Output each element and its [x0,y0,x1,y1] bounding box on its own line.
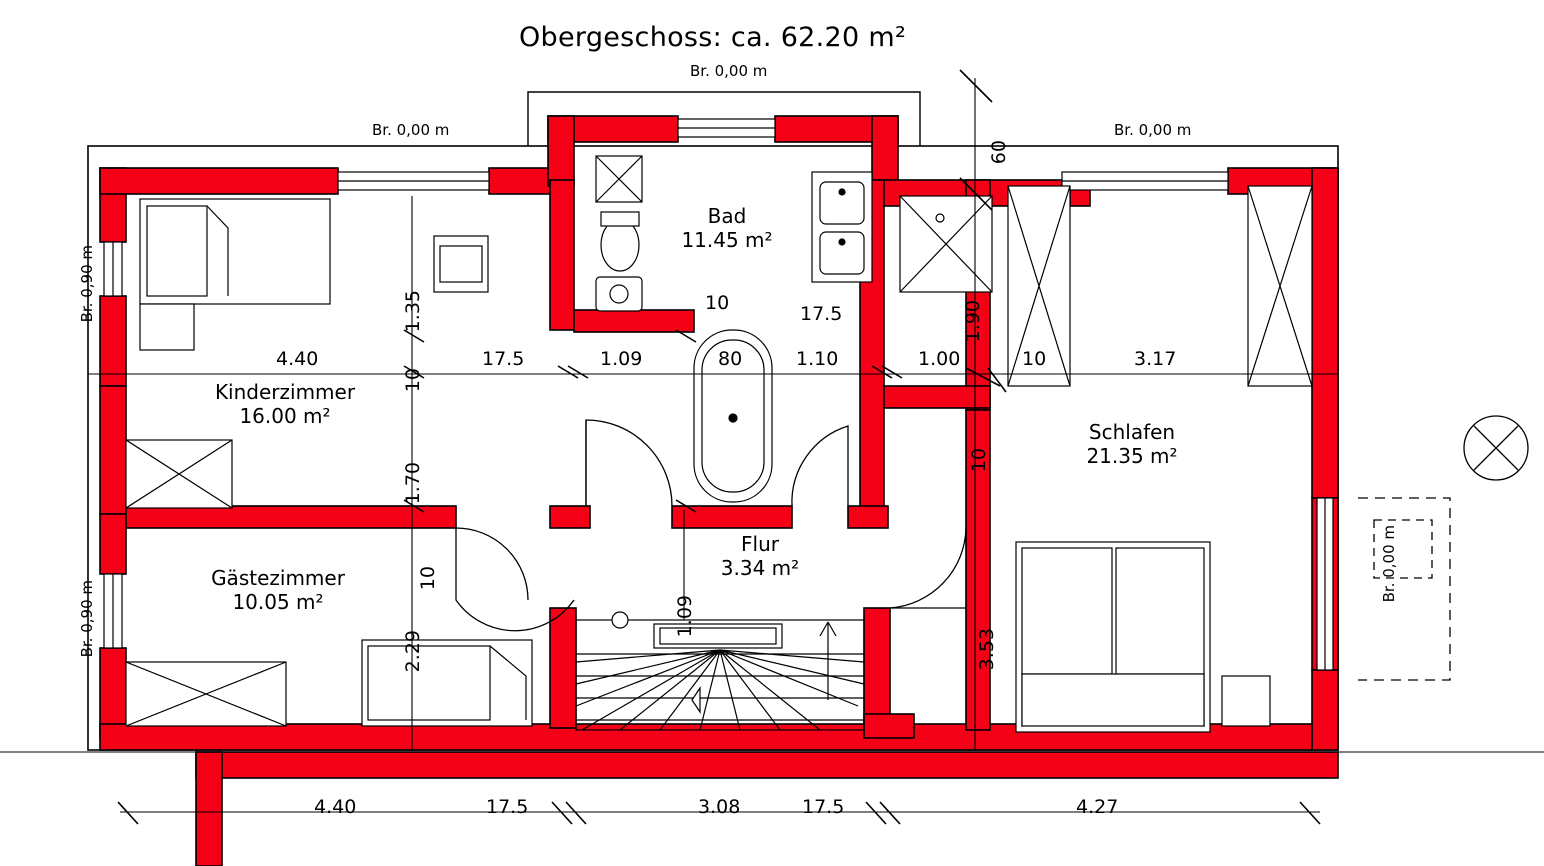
dim-top-8: 3.17 [1134,348,1177,370]
dim-top-5: 1.10 [796,348,839,370]
window-label-left-lower: Br. 0,90 m [78,580,96,658]
room-bad [662,204,792,252]
dim-top-3: 1.09 [600,348,643,370]
room-name: Gästezimmer [211,566,345,590]
room-name: Flur [741,532,779,556]
dim-left-2: 10 [402,368,424,393]
dim-right-4: 3.53 [976,628,998,671]
room-area: 3.34 m² [720,556,800,580]
dim-left-5: 2.29 [402,630,424,673]
dim-top-small-1: 10 [705,292,730,314]
dim-bottom-2: 17.5 [486,796,529,818]
room-flur [700,532,820,580]
dim-top-1: 4.40 [276,348,319,370]
room-area: 21.35 m² [1086,444,1178,468]
dim-bottom-1: 4.40 [314,796,357,818]
dim-bottom-5: 4.27 [1076,796,1119,818]
room-area: 16.00 m² [239,404,331,428]
dim-bottom-4: 17.5 [802,796,845,818]
dim-left-4: 10 [417,566,439,591]
window-label-dormer: Br. 0,00 m [690,62,768,80]
room-kinderzimmer [195,380,375,428]
dim-right-3: 10 [968,448,990,473]
dim-top-2: 17.5 [482,348,525,370]
window-label-left-upper: Br. 0,90 m [78,245,96,323]
dim-top-small-2: 17.5 [800,303,843,325]
dim-right-2: 1.90 [962,300,984,343]
dim-bottom-3: 3.08 [698,796,741,818]
room-gaestezimmer [188,566,368,614]
window-label-top-left: Br. 0,00 m [372,121,450,139]
room-schlafen [1042,420,1222,468]
dim-top-7: 10 [1022,348,1047,370]
room-name: Bad [707,204,747,228]
dim-top-6: 1.00 [918,348,961,370]
dim-right-1: 60 [988,140,1010,165]
room-name: Kinderzimmer [214,380,356,404]
dim-mid-1: 1.09 [674,595,696,638]
dim-top-4: 80 [718,348,743,370]
room-area: 10.05 m² [232,590,324,614]
room-area: 11.45 m² [681,228,773,252]
window-label-top-right: Br. 0,00 m [1114,121,1192,139]
dim-left-3: 1.70 [402,462,424,505]
dim-left-1: 1.35 [402,290,424,333]
window-label-right: Br. 0,00 m [1380,525,1398,603]
page-title: Obergeschoss: ca. 62.20 m² [519,22,907,53]
room-name: Schlafen [1088,420,1176,444]
